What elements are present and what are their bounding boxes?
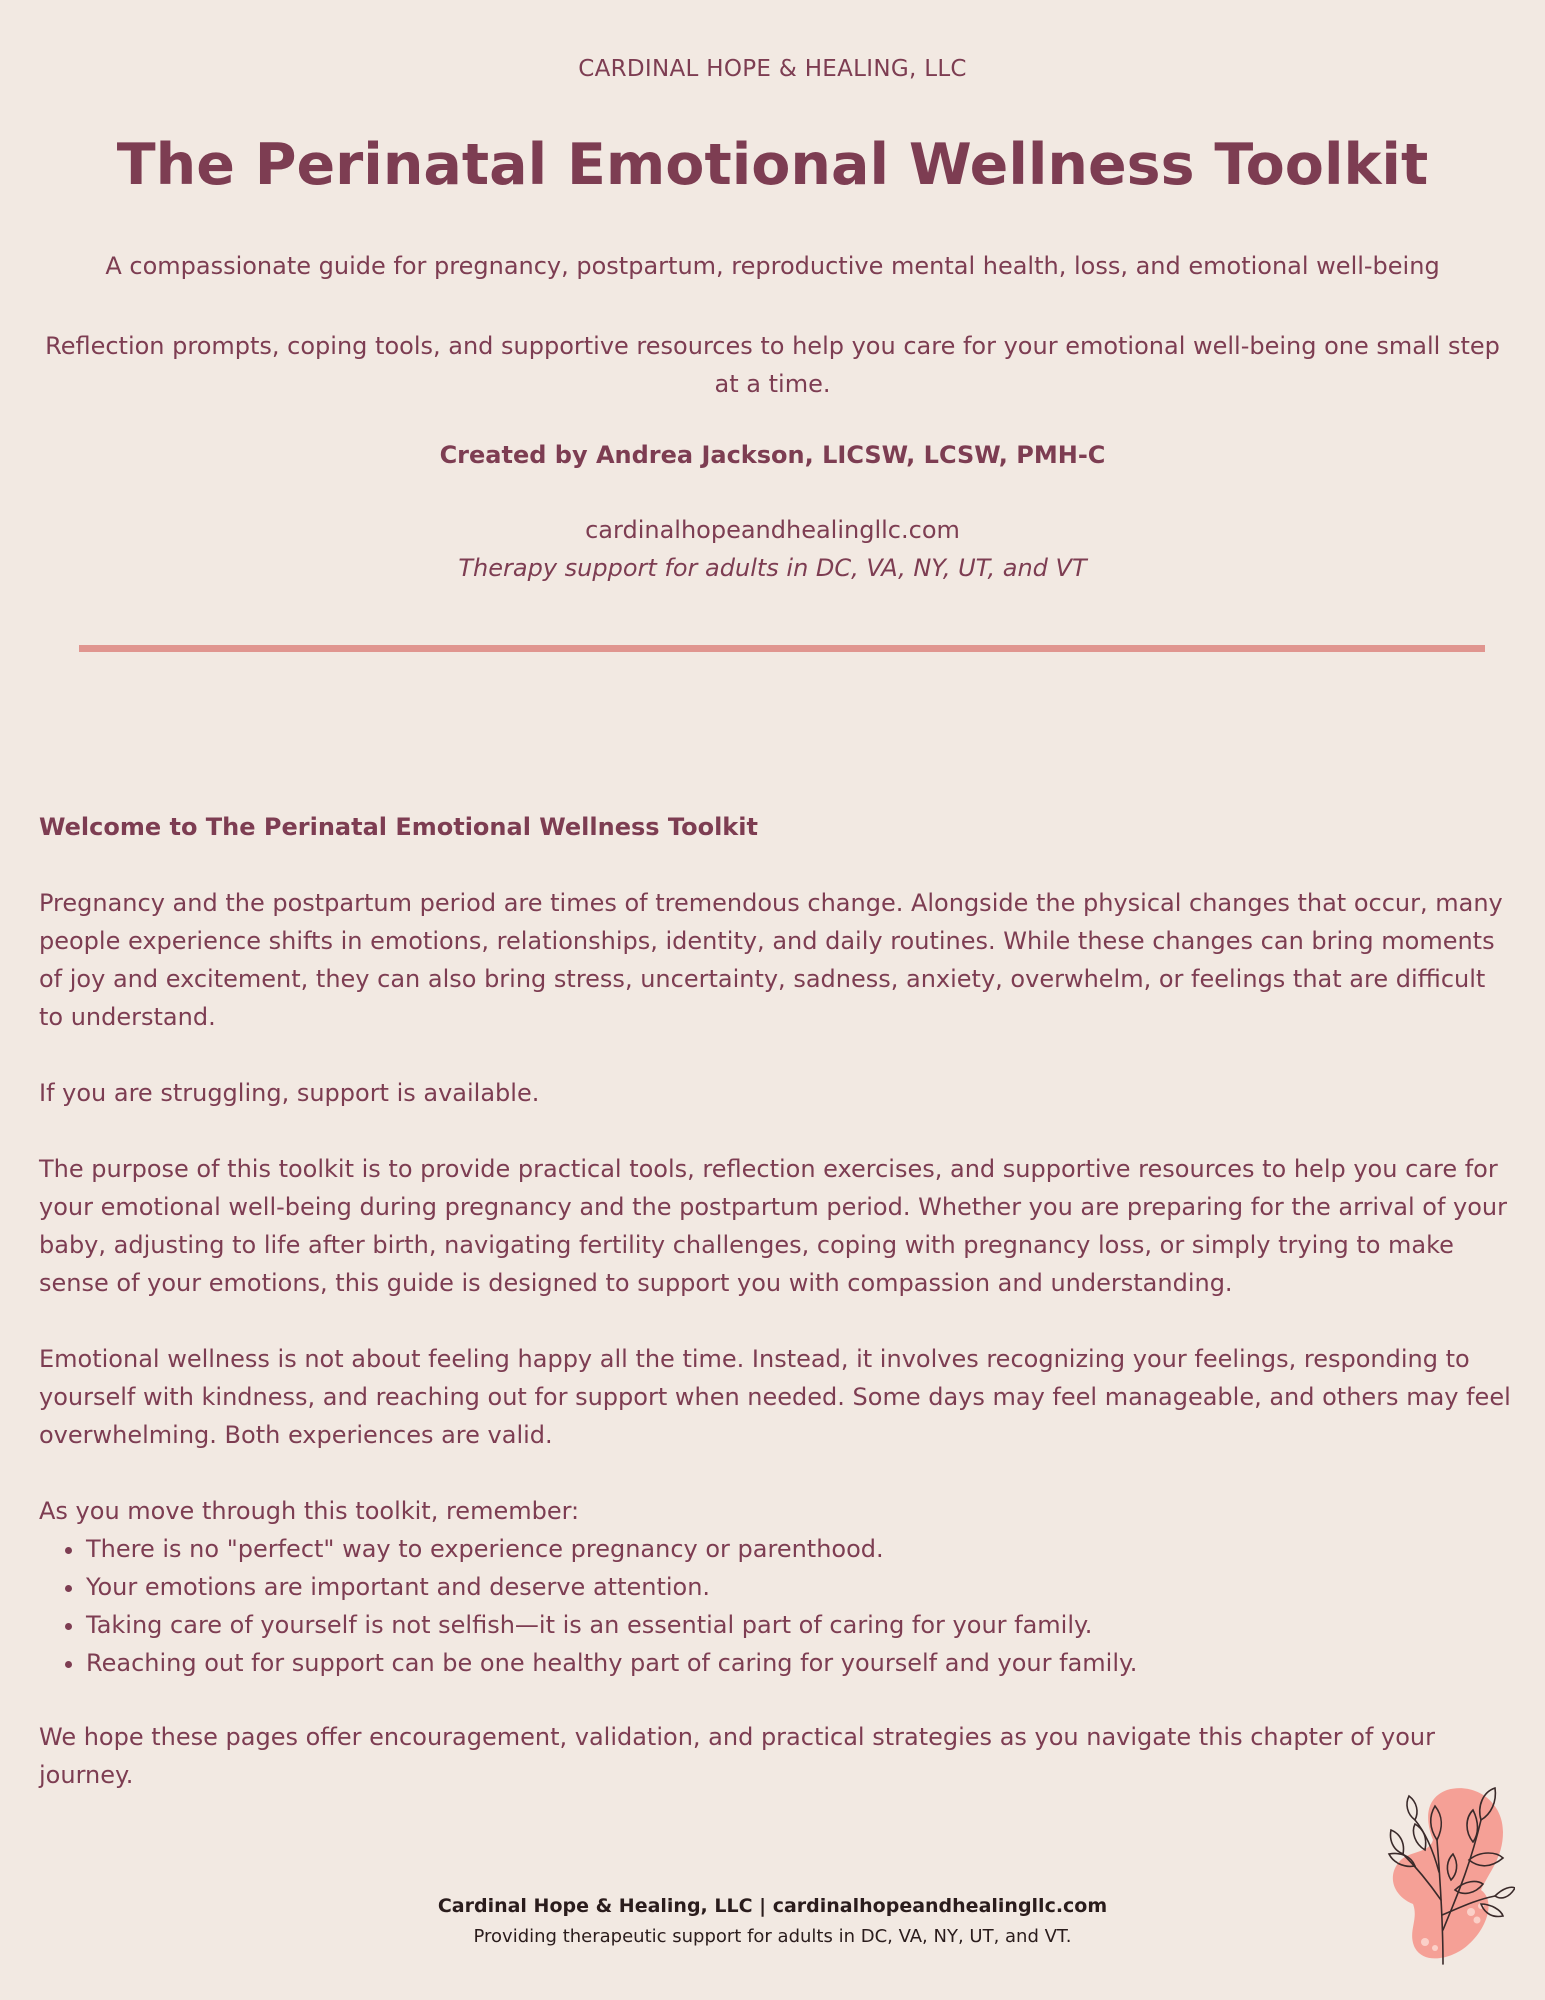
author-credit: Created by Andrea Jackson, LICSW, LCSW, PMH-C bbox=[439, 441, 1106, 469]
purpose-paragraph: The purpose of this toolkit is to provide practical tools, reflection exercises, and supportive resources to help you care for your emotional well-being during pregnancy and the postpartum period. Whether you are preparing for the arrival of your baby, adjusting to life after birth, navigating fertility challenges, coping with pregnancy loss, or simply trying to make sense of your emotions, this guide is designed to support you with compassion and understanding. bbox=[39, 1155, 1508, 1297]
list-intro: As you move through this toolkit, remember: bbox=[39, 1497, 580, 1525]
header-divider bbox=[79, 645, 1485, 652]
reminder-list bbox=[39, 1530, 1514, 1682]
intro-paragraph: Pregnancy and the postpartum period are times of tremendous change. Alongside the physical changes that occur, many people experience shifts in emotions, relationships, identity, and daily routines. While these changes can bring moments of joy and excitement, they can also bring stress, uncertainty, sadness, anxiety, overwhelm, or feelings that are difficult to understand. bbox=[39, 889, 1503, 1031]
page-subtitle: A compassionate guide for pregnancy, postpartum, reproductive mental health, loss, and emotional well-being bbox=[105, 252, 1440, 280]
list-item: • Reaching out for support can be one healthy part of caring for yourself and your family. bbox=[86, 1644, 1514, 1682]
footer-org-line: Cardinal Hope & Healing, LLC | cardinalhopeandhealingllc.com bbox=[437, 1895, 1108, 1917]
website-link[interactable]: cardinalhopeandhealingllc.com bbox=[585, 516, 960, 544]
list-item: • There is no "perfect" way to experience pregnancy or parenthood. bbox=[86, 1530, 1514, 1568]
welcome-section bbox=[39, 808, 1514, 1682]
wellness-paragraph: Emotional wellness is not about feeling happy all the time. Instead, it involves recognizing your feelings, responding to yourself with kindness, and reaching out for support when needed. Some days may feel manageable, and others may feel overwhelming. Both experiences are valid. bbox=[39, 1345, 1511, 1449]
org-name: CARDINAL HOPE & HEALING, LLC bbox=[578, 56, 967, 82]
page-title: The Perinatal Emotional Wellness Toolkit bbox=[116, 132, 1429, 198]
footer-service-line: Providing therapeutic support for adults in DC, VA, NY, UT, and VT. bbox=[473, 1926, 1072, 1947]
service-states: Therapy support for adults in DC, VA, NY, UT, and VT bbox=[458, 554, 1087, 582]
list-item: • Taking care of yourself is not selfish—it is an essential part of caring for your family. bbox=[86, 1606, 1514, 1644]
support-paragraph: If you are struggling, support is available. bbox=[39, 1079, 540, 1107]
list-item: • Your emotions are important and deserve attention. bbox=[86, 1568, 1514, 1606]
welcome-heading: Welcome to The Perinatal Emotional Wellness Toolkit bbox=[39, 813, 758, 841]
closing-paragraph: We hope these pages offer encouragement, validation, and practical strategies as you navigate this chapter of your journey. bbox=[39, 1723, 1435, 1789]
tagline: Reflection prompts, coping tools, and supportive resources to help you care for your emotional well-being one small step at a time. bbox=[45, 332, 1500, 398]
